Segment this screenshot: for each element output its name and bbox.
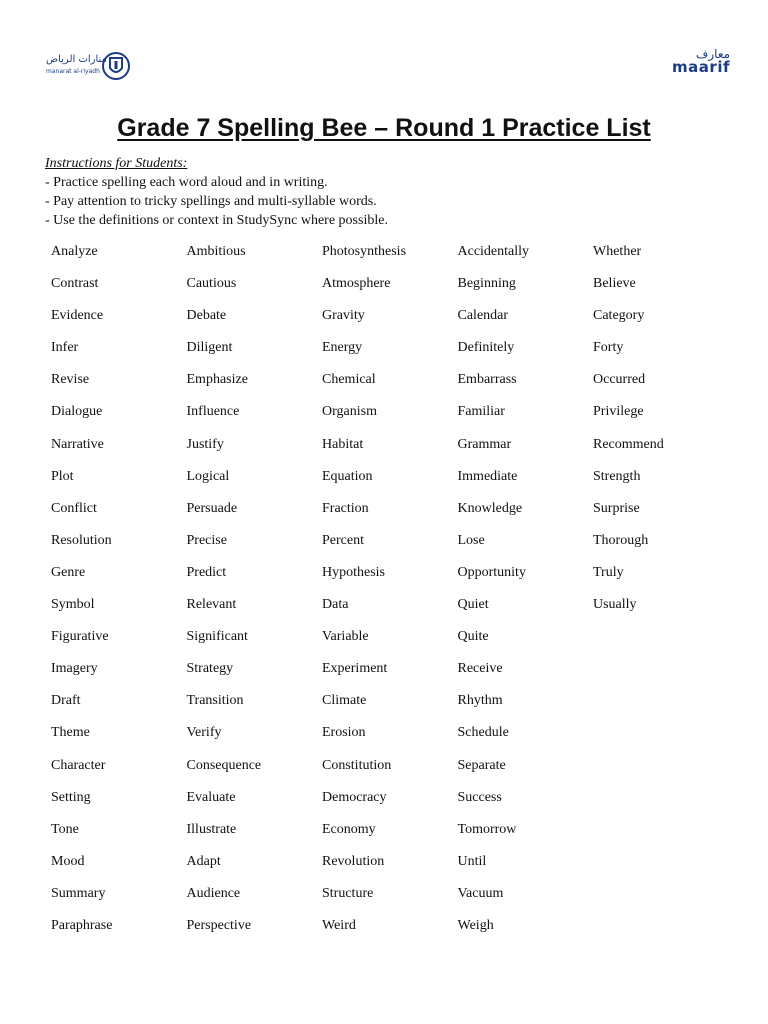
spelling-word: Habitat [322,436,364,452]
spelling-word: Usually [593,597,637,613]
spelling-word: Cautious [186,276,237,292]
spelling-word: Contrast [51,276,99,292]
spelling-word: Plot [51,468,74,484]
spelling-word: Variable [322,629,369,645]
spelling-word: Genre [51,564,86,580]
spelling-word: Theme [51,725,90,741]
spelling-word: Revise [51,372,90,388]
spelling-word: Calendar [457,308,509,324]
spelling-word: Photosynthesis [322,244,407,259]
spelling-word: Perspective [186,917,252,933]
spelling-word: Conflict [51,500,97,516]
spelling-word: Accidentally [457,244,530,259]
maarif-logo [660,48,730,76]
spelling-word: Structure [322,885,374,901]
spelling-word: Audience [186,885,241,901]
spelling-word: Familiar [457,404,505,420]
spelling-word: Gravity [322,308,365,324]
spelling-word: Whether [593,244,642,259]
spelling-word: Believe [593,276,636,292]
spelling-word: Knowledge [457,500,523,516]
spelling-word: Hypothesis [322,564,385,580]
spelling-word: Infer [51,340,79,356]
spelling-word: Quiet [457,597,489,613]
spelling-word: Significant [186,629,248,645]
spelling-word: Relevant [186,597,237,613]
spelling-word: Equation [322,468,373,484]
spelling-word: Democracy [322,789,387,805]
spelling-word: Economy [322,821,376,837]
spelling-word: Persuade [186,500,238,516]
page-title: Grade 7 Spelling Bee – Round 1 Practice List [117,114,651,142]
spelling-word: Adapt [186,853,221,869]
spelling-word: Forty [593,340,624,356]
instructions-heading: Instructions for Students: [45,156,188,171]
spelling-word: Logical [186,468,230,484]
spelling-word: Narrative [51,436,104,452]
spelling-word: Recommend [593,436,664,452]
spelling-word: Privilege [593,404,644,420]
spelling-word: Surprise [593,500,640,516]
word-list-grid [51,242,729,948]
word-column-3 [322,242,458,948]
word-column-2 [187,242,323,948]
spelling-word: Influence [186,404,240,420]
spelling-word: Strategy [186,661,234,677]
spelling-word: Embarrass [457,372,517,388]
spelling-word: Beginning [457,276,516,292]
spelling-word: Immediate [457,468,518,484]
spelling-word: Success [457,789,502,805]
spelling-word: Fraction [322,500,369,516]
spelling-word: Until [457,853,487,869]
spelling-word: Summary [51,885,106,901]
spelling-word: Paraphrase [51,917,113,933]
spelling-word: Definitely [457,340,515,356]
spelling-word: Weird [322,917,356,933]
spelling-word: Erosion [322,725,366,741]
instruction-line: - Pay attention to tricky spellings and multi-syllable words. [45,194,377,209]
spelling-word: Atmosphere [322,276,391,292]
spelling-word: Experiment [322,661,388,677]
spelling-word: Resolution [51,532,112,548]
word-column-4 [458,242,594,948]
spelling-word: Energy [322,340,363,356]
manarat-logo-arabic: منارات الرياض [46,54,107,65]
word-column-5 [593,242,729,948]
spelling-word: Debate [186,308,227,324]
spelling-word: Chemical [322,372,376,388]
spelling-word: Tomorrow [457,821,517,837]
spelling-word: Illustrate [186,821,237,837]
spelling-word: Climate [322,693,367,709]
maarif-logo-english: maarif [672,58,730,76]
spelling-word: Tone [51,821,79,837]
spelling-word: Ambitious [186,244,246,259]
spelling-word: Thorough [593,532,649,548]
spelling-word: Evidence [51,308,104,324]
spelling-word: Percent [322,532,364,548]
spelling-word: Dialogue [51,404,103,420]
spelling-word: Setting [51,789,91,805]
spelling-word: Grammar [457,436,512,452]
spelling-word: Strength [593,468,641,484]
spelling-word: Lose [457,532,485,548]
spelling-word: Evaluate [186,789,236,805]
spelling-word: Revolution [322,853,385,869]
spelling-word: Mood [51,853,85,869]
spelling-word: Figurative [51,629,109,645]
spelling-word: Vacuum [457,885,504,901]
spelling-word: Separate [457,757,506,773]
spelling-word: Opportunity [457,564,526,580]
instruction-line: - Practice spelling each word aloud and in writing. [45,175,328,190]
spelling-word: Quite [457,629,489,645]
shield-crest-icon [102,50,130,82]
spelling-word: Truly [593,564,624,580]
spelling-word: Symbol [51,597,95,613]
spelling-word: Diligent [186,340,233,356]
spelling-word: Justify [186,436,224,452]
manarat-logo-english: manarat al-riyadh [46,68,100,75]
manarat-logo [44,50,130,84]
spelling-word: Weigh [457,917,494,933]
maarif-logo-arabic: معارف [695,47,730,61]
spelling-word: Analyze [51,244,98,259]
spelling-word: Character [51,757,106,773]
word-column-1 [51,242,187,948]
spelling-word: Predict [186,564,227,580]
instruction-line: - Use the definitions or context in StudySync where possible. [45,213,388,228]
spelling-word: Data [322,597,349,613]
spelling-word: Verify [186,725,222,741]
spelling-word: Receive [457,661,503,677]
spelling-word: Imagery [51,661,98,677]
spelling-word: Occurred [593,372,646,388]
spelling-word: Emphasize [186,372,248,388]
spelling-word: Transition [186,693,244,709]
spelling-word: Schedule [457,725,509,741]
spelling-word: Category [593,308,645,324]
instructions [45,154,388,230]
spelling-word: Rhythm [457,693,503,709]
spelling-word: Precise [186,532,227,548]
spelling-word: Organism [322,404,377,420]
spelling-word: Consequence [186,757,262,773]
spelling-word: Constitution [322,757,392,773]
spelling-word: Draft [51,693,81,709]
